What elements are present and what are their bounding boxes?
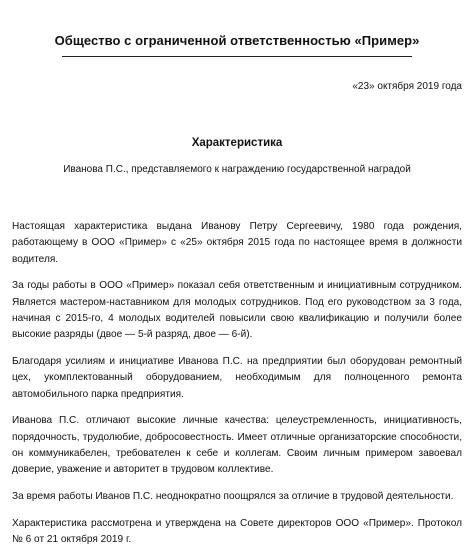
organization-name: Общество с ограниченной ответственностью «Пример» <box>54 33 420 48</box>
document-title: Характеристика <box>191 137 283 149</box>
paragraph-qualities: Иванова П.С. отличают высокие личные качества: целеустремленность, инициативность, порядочность, трудолюбие, добросовестность. Имеет отличные организаторские способности, он коммуникабелен, требователен к себе и коллегам. Своим личным примером завоевал доверие, уважение и авторитет в трудовом коллективе. <box>12 415 462 476</box>
organization-underline <box>62 56 412 57</box>
document-date: «23» октября 2019 года <box>352 81 462 92</box>
paragraph-achievements: За годы работы в ООО «Пример» показал себя ответственным и инициативным сотрудником. Является мастером-наставником для молодых сотрудников. Под его руководством за 3 года, начиная с 2015-го, 4 молодых водителей повысили свою квалификацию и получили более высокие разряды (двое — 5-й разряд, двое — 6-й). <box>12 280 462 341</box>
paragraph-workshop: Благодаря усилиям и инициативе Иванова П.С. на предприятии был оборудован ремонтный цех, укомплектованный оборудованием, необходимым для полноценного ремонта автомобильного парка предприятия. <box>12 356 462 400</box>
paragraph-awards: За время работы Иванов П.С. неоднократно поощрялся за отличие в трудовой деятельности. <box>12 491 454 503</box>
document-body <box>12 219 462 559</box>
paragraph-approval: Характеристика рассмотрена и утверждена на Совете директоров ООО «Пример». Протокол № 6 от 21 октября 2019 г. <box>12 517 462 546</box>
paragraph-intro: Настоящая характеристика выдана Иванову Петру Сергеевичу, 1980 года рождения, работающему в ООО «Пример» с «25» октября 2015 года по настоящее время в должности водителя. <box>12 221 462 265</box>
document-subtitle: Иванова П.С., представляемого к награждению государственной наградой <box>63 164 411 175</box>
